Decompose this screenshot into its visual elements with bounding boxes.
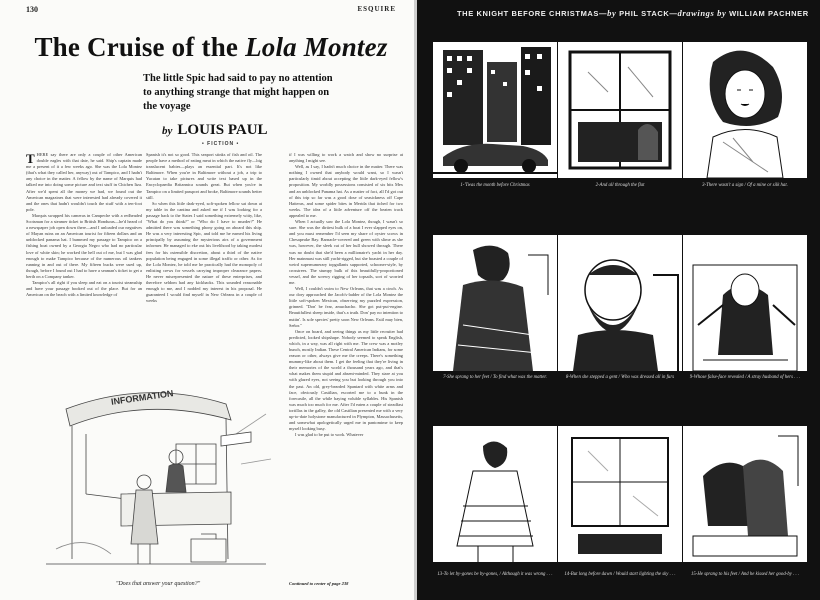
panel-3-caption: 3-There wasn't a sign / Of a mine or silk hat. <box>702 183 788 188</box>
paragraph: Well, I couldn't swim to New Orleans, that was a cinch. As our dory approached the Jacob's-ladder of the Lola Montez the little soft-spoken Mexican, observing my puzzled expression, grinned. "Don' be fear, amuchacho. She got put-put-engine. Beautifullest sheep inside, that's a truth. Don' pay no intention to nuttin'. Is sole species' pretty soon New Orleans. Estil muy bien, Señor." <box>289 286 403 328</box>
panel-1-caption: 1-'Twas the month before Christmas <box>460 183 530 188</box>
genre-label: • FICTION • <box>202 141 240 147</box>
comic-panel-2 <box>558 42 682 178</box>
continued-note: Continued to center of page 238 <box>289 581 349 586</box>
article-title <box>26 32 396 63</box>
panel-2-caption: 2-And all through the flat <box>595 183 645 188</box>
paragraph: Tampico's all right if you sleep and eat on a tourist steamship and have your passage booked out of the place. But for an American on the beach with a limited knowledge of <box>26 279 142 298</box>
feature-header: THE KNIGHT BEFORE CHRISTMAS—by PHIL STACK—drawings by WILLIAM PACHNER <box>457 8 809 18</box>
panel-14-caption: 14-But long before dawn / Would start lighting the sky . . . <box>564 572 676 577</box>
cartoon-caption: "Does that answer your question?" <box>115 581 201 587</box>
header-artist: WILLIAM PACHNER <box>729 9 809 18</box>
header-drawings-by: drawings by <box>677 8 727 18</box>
byline <box>162 122 268 139</box>
text-column-3 <box>289 152 403 580</box>
cartoon-illustration <box>26 374 281 584</box>
paragraph: if I was willing to work a watch and show no surprise at anything I might see. <box>289 152 403 164</box>
header-title: THE KNIGHT BEFORE CHRISTMAS <box>457 9 600 18</box>
title-prefix: The Cruise of the <box>34 32 246 62</box>
paragraph: Marquis swapped his cameras in Campeche with a redheaded Scotsman for a steamer ticket to British Honduras—he'd heard of a newspaper job open down there—and I unloaded our negatives of Mayan ruins on an American tourist for fifteen dollars and an unblocked panama hat. I bummed my passage to Tampico on a fishing boat owned by a Georgia Negro who had no particular love of white skin; he worked the hell out of me, but I was glad enough to make Tampico because of the numerous oil tankers running in and out of there. My fifteen bucks were used up, though, before I found out I had to have a seaman's ticket to get a berth on a Company tanker. <box>26 212 142 279</box>
paragraph: I was glad to be put to work. Whatever <box>295 432 364 438</box>
header-by: by <box>607 8 617 18</box>
panel-15-caption: 15-He sprang to his feet / And he kissed her good-by . . . <box>690 572 800 577</box>
text-column-2 <box>146 152 262 370</box>
comic-panel-8 <box>558 235 682 371</box>
panel-7-caption: 7-She sprang to her feet / To find what was the matter. <box>443 375 547 380</box>
comic-panel-14 <box>558 426 682 562</box>
information-sign: INFORMATION <box>110 388 174 407</box>
magazine-name: ESQUIRE <box>357 5 396 13</box>
comic-panel-7 <box>433 235 557 371</box>
panel-13-caption: 13-To let by-gones be by-gones, / Although it was wrong . . . <box>437 572 553 577</box>
article-deck: The little Spic had said to pay no attention to anything strange that might happen on the voyage <box>143 73 333 112</box>
paragraph: So when this little dark-eyed, soft-spoken fellow sat down at my table in the cantina and asked me if I was looking for a passage back to the States I said something extremely witty, like, "What do you think?" or "Who do I have to murder?" He admitted there was something phony going on aboard this ship. He was a very interesting Spic, and told me he earned his living principally by assuming the mysterious airs of a government informer. He managed to eke out his livelihood by taking modest fees for his ostensible discretion, about a third of the native population being engaged in some illegal traffic or other. As for the Lola Montez, he told me he practically had the monopoly of enlisting crews for vessels carrying improper clearance papers. He never misrepresented the nature of these enterprises, and therefore seldom had any kickbacks. This sounded reasonable enough to me, and I nodded my interest in his proposal. He guaranteed I would find myself in New Orleans in a couple of weeks <box>146 200 262 304</box>
text-column-1 <box>26 152 142 370</box>
panel-9-caption: 9-Whose false-face revealed / A stray husband of hers . . . <box>689 375 801 380</box>
paragraph: THERE say there are only a couple of other American double eagles with that date, he said. Ship's captain made me a present of it a few weeks ago. She was the Lola Montez (that's what they called her, anyway) out of Tampico, and I hadn't any choice in the matter. A fellow by the name of Marquis had talked me into doing some picture and text stuff in Chichen Itza. After we'd spent all the money we had, we found out the American magazines that were interested had already covered it and the ones that hadn't wouldn't touch the stuff with a ten-foot pole. <box>26 152 142 212</box>
paragraph: Well, as I say, I hadn't much choice in the matter. There was nothing I owned that anybody would want, so I wasn't particularly timid about accepting the little dark-eyed fellow's proposition. My worldly possessions consisted of six bits Mex and an unblocked Panama hat. As a matter of fact, all I'd got out of this trip so far was a good dose of seasickness off Cape Hatteras, and some spider bites in Merida that itched for two weeks. The idea of a little adventure off the beaten track appealed to me. <box>289 164 403 218</box>
paragraph: Spanish it's not so good. This seaport stinks of fish and oil. The people have a method of eating meat in which the native fly—big translucent babies—plays an essential part. It's not like Baltimore. When you're in Baltimore without a job, a trip to Yucatan to take pictures and write text based up in the Encyclopaedia Britannica sounds great. But when you're in Tampico on a limited passport and broke, Baltimore sounds better still. <box>146 152 262 200</box>
panel-8-caption: 8-When she stepped a gent / Who was dressed all in furs <box>565 375 675 380</box>
comic-panel-15 <box>683 426 807 562</box>
comic-panel-1 <box>433 42 557 178</box>
comic-panel-13 <box>433 426 557 562</box>
header-author: PHIL STACK <box>619 9 670 18</box>
right-page <box>417 0 820 600</box>
title-italic: Lola Montez <box>245 32 388 62</box>
comic-panel-9 <box>683 235 807 371</box>
comic-panel-3 <box>683 42 807 178</box>
author-name: LOUIS PAUL <box>177 122 268 138</box>
byline-by: by <box>162 125 173 137</box>
paragraph: Once on board, and seeing things as my little recruiter had predicted, looked shipshape. Nobody seemed to speak English, which, in a way, was all right with me. The crew was a motley bunch, mostly Indian. These Central American Indians, for some reason or other, always give me the creeps. There's something mummy-like about them. I get the feeling that they're living in their memories of the world a thousand years ago, and that's what makes them stupid and absent-minded. They stare at you with glazed eyes, not seeing you but looking through you into the past. An old, grey-bearded Spaniard with white arms and face, obviously Castilian, escorted me to a bunk in the forecastle, all the while baying voluble syllables. His Spanish was much too much for me. After I'd eaten a couple of steadfast tortillas in the galley, the old Castilian presented me with a very up-to-date holystone manufactured in Plympton, Massachusetts, and somewhat apologetically urged me in pantomime to keep myself looking busy. <box>289 328 403 432</box>
page-number: 130 <box>26 5 38 14</box>
drop-cap: T <box>26 152 35 166</box>
paragraph: When I actually saw the Lola Montez, though, I wasn't so sure. She was the dirtiest hulk of a boat I ever slapped eyes on, and you must remember I'd seen my share of oyster scows in Chesapeake Bay. Barnacle-covered and green with slime as she was, however, the sleek cut of her hull showed through. There was no doubt that she'd been a millionaire's yacht in her day. Her mainmast was still yacht-rigged, but she boasted a couple of weird supernumerary topgallants supported, schooner-style, by crosstrees. The stumpy bulk of this beautifully-proportioned vessel, and the screwy rigging of her topsails, sort of worried me. <box>289 219 403 285</box>
